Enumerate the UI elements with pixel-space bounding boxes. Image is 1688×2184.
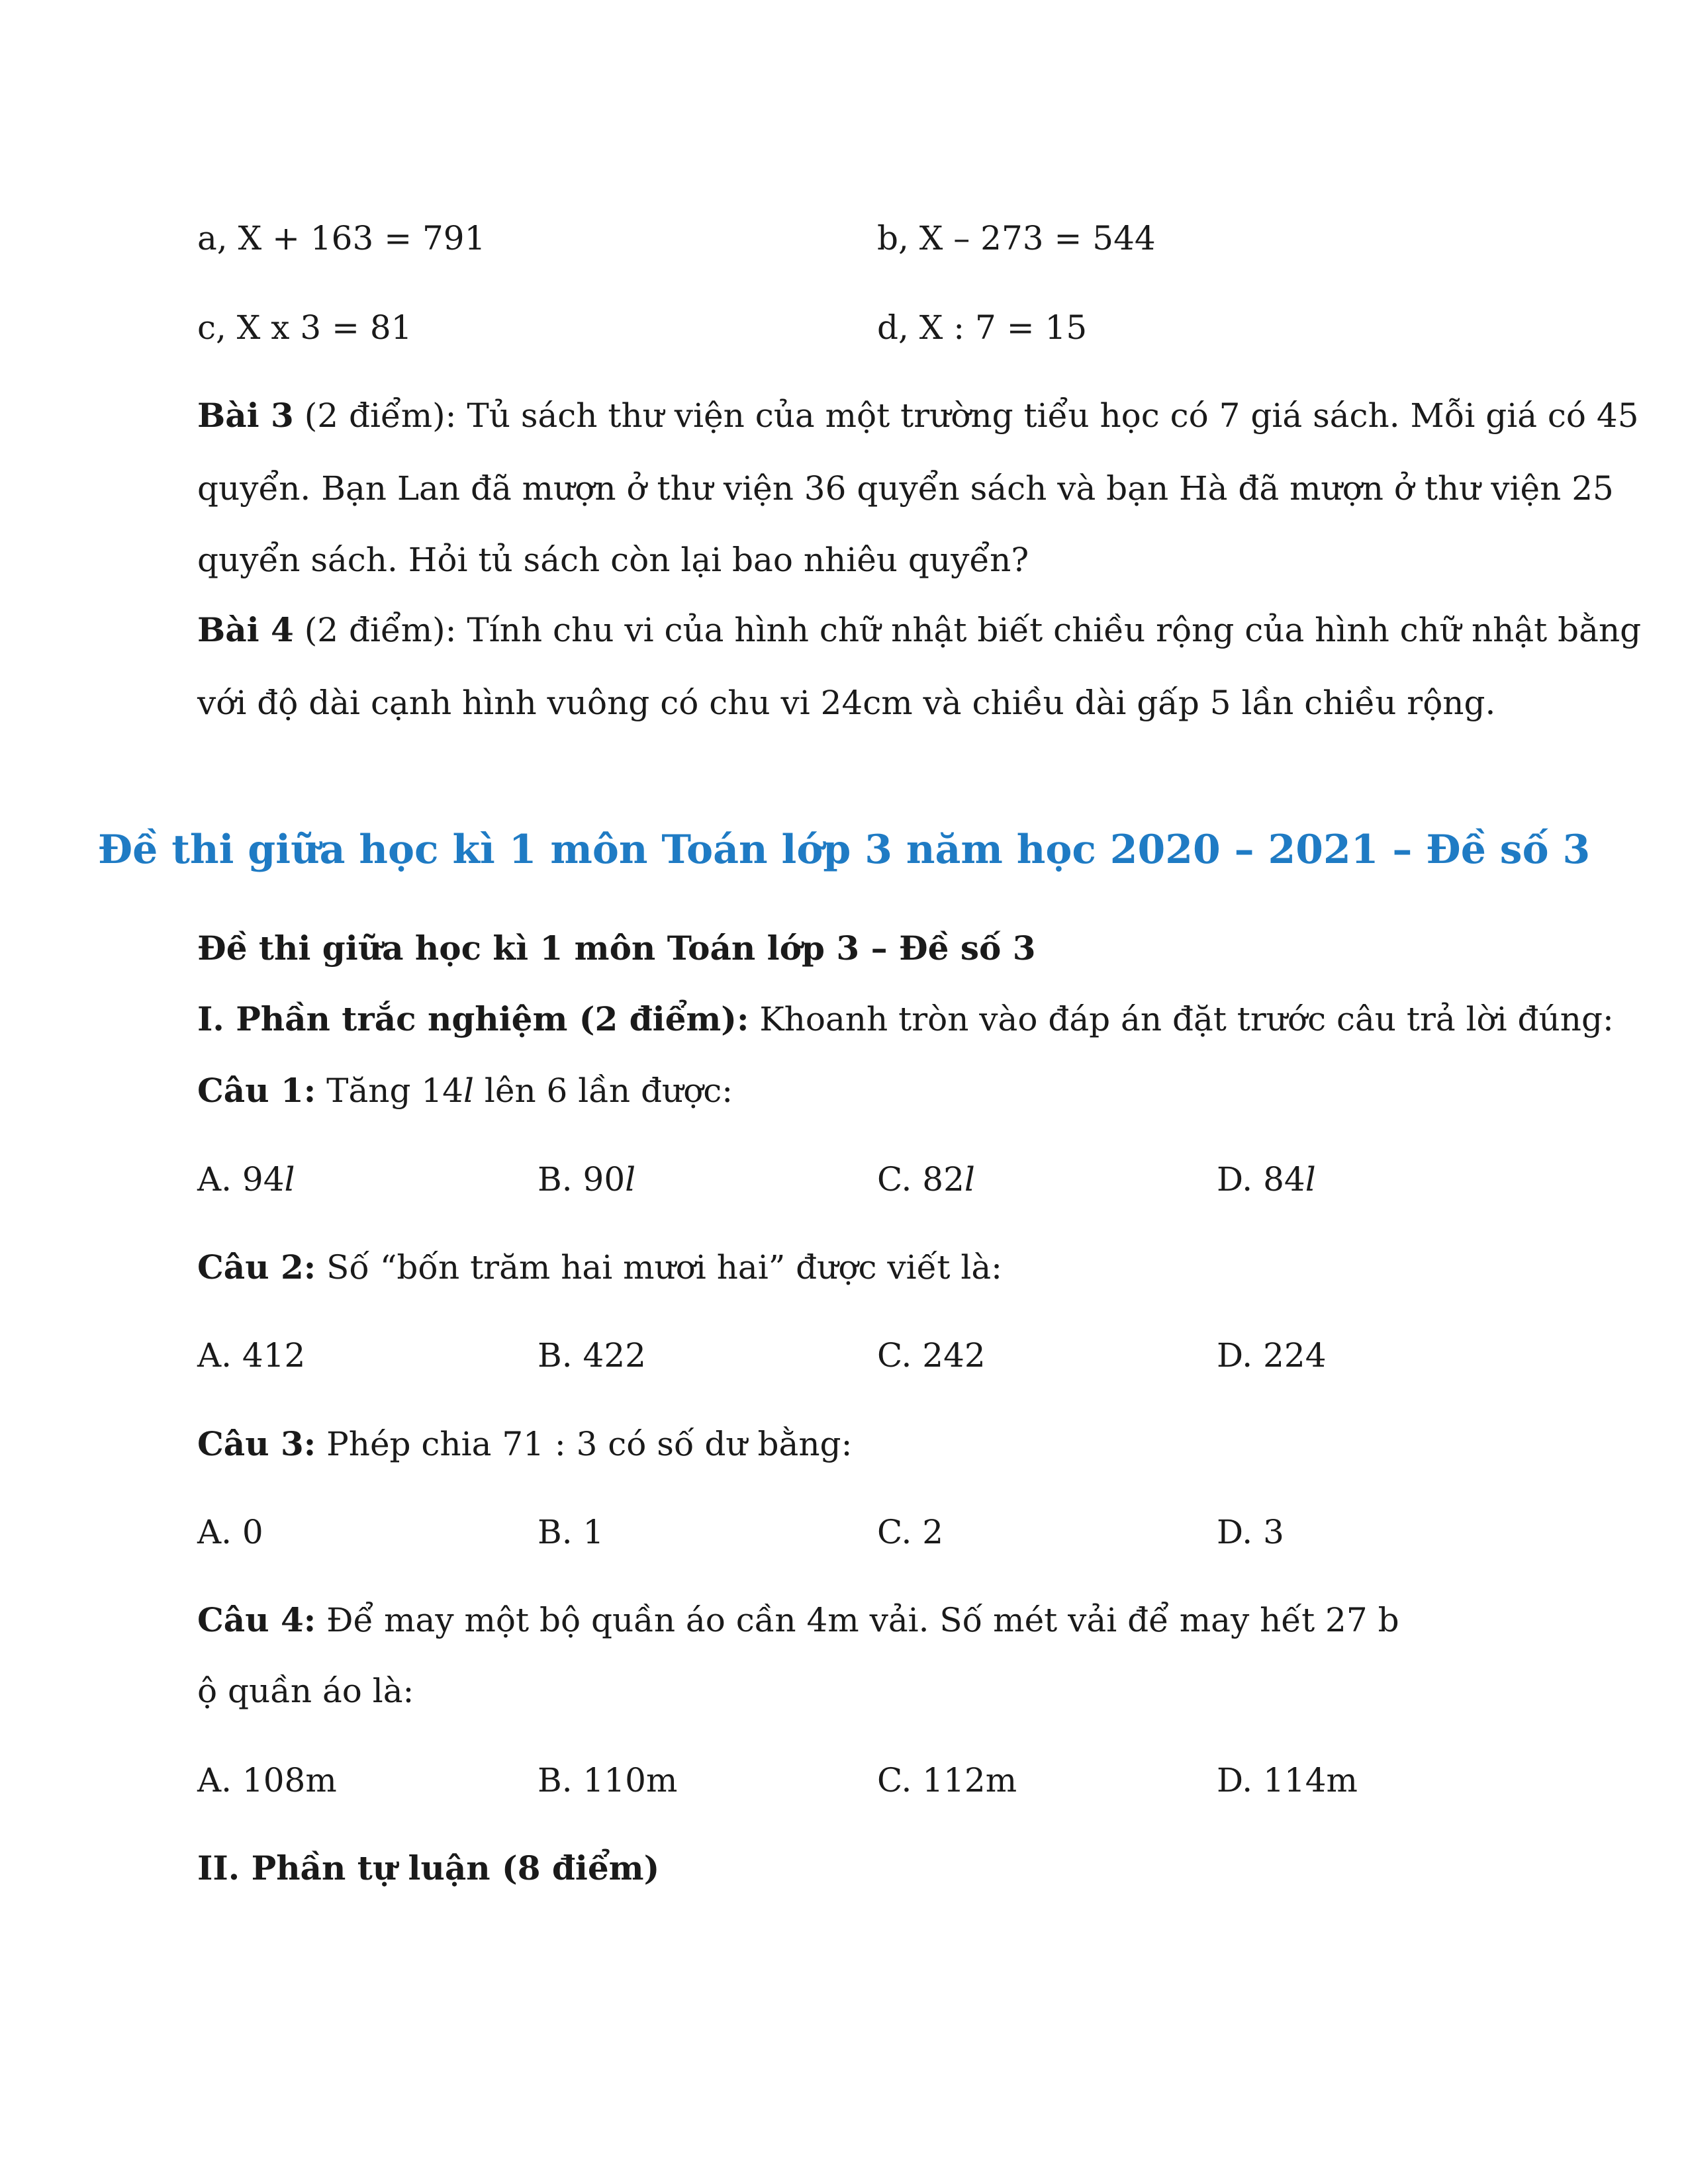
- part1-line: [197, 999, 1614, 1039]
- part2-label: II. Phần tự luận (8 điểm): [197, 1848, 660, 1888]
- question-1-text-a: Tăng 14: [316, 1071, 463, 1110]
- question-4-text: Để may một bộ quần áo cần 4m vải. Số mét vải để may hết 27 b: [316, 1601, 1399, 1639]
- question-4-label: Câu 4:: [197, 1600, 316, 1639]
- bai4-text-1: (2 điểm): Tính chu vi của hình chữ nhật biết chiều rộng của hình chữ nhật bằng: [293, 611, 1642, 649]
- q4-option-b: B. 110m: [538, 1761, 678, 1799]
- question-1-text-b: lên 6 lần được:: [473, 1071, 733, 1110]
- exam-heading: Đề thi giữa học kì 1 môn Toán lớp 3 năm học 2020 – 2021 – Đề số 3: [97, 827, 1591, 873]
- q3-option-a: A. 0: [197, 1513, 263, 1551]
- bai3-label: Bài 3: [197, 396, 294, 435]
- q3-option-c: C. 2: [877, 1513, 944, 1551]
- equation-d: d, X : 7 = 15: [877, 308, 1088, 347]
- question-1-label: Câu 1:: [197, 1071, 316, 1110]
- question-4-text-2: ộ quần áo là:: [197, 1672, 414, 1710]
- exam-subtitle: [197, 929, 1036, 968]
- part2-line: [197, 1848, 659, 1888]
- equation-b: b, X – 273 = 544: [877, 219, 1156, 257]
- q1-option-c: C. 82l: [877, 1160, 975, 1199]
- question-3-label: Câu 3:: [197, 1424, 316, 1463]
- question-1-unit: l: [463, 1071, 474, 1110]
- exam-subtitle-text: Đề thi giữa học kì 1 môn Toán lớp 3 – Đề số 3: [197, 929, 1036, 968]
- question-3-text: Phép chia 71 : 3 có số dư bằng:: [316, 1425, 853, 1463]
- q1-option-b: B. 90l: [538, 1160, 636, 1199]
- q2-option-a: A. 412: [197, 1336, 306, 1375]
- q2-option-d: D. 224: [1217, 1336, 1327, 1375]
- q2-option-b: B. 422: [538, 1336, 646, 1375]
- equation-c: c, X x 3 = 81: [197, 308, 412, 347]
- q2-option-c: C. 242: [877, 1336, 986, 1375]
- bai4-line-2: với độ dài cạnh hình vuông có chu vi 24cm và chiều dài gấp 5 lần chiều rộng.: [197, 684, 1496, 722]
- q1-option-a: A. 94l: [197, 1160, 295, 1199]
- bai3-line-2: quyển. Bạn Lan đã mượn ở thư viện 36 quyển sách và bạn Hà đã mượn ở thư viện 25: [197, 469, 1614, 508]
- question-1: [197, 1071, 733, 1111]
- q4-option-a: A. 108m: [197, 1761, 337, 1799]
- question-2-label: Câu 2:: [197, 1248, 316, 1287]
- question-2: [197, 1248, 1002, 1287]
- question-2-text: Số “bốn trăm hai mươi hai” được viết là:: [316, 1248, 1002, 1287]
- q3-option-d: D. 3: [1217, 1513, 1284, 1551]
- part1-label: I. Phần trắc nghiệm (2 điểm):: [197, 999, 749, 1038]
- q4-option-c: C. 112m: [877, 1761, 1017, 1799]
- bai4-line-1: [197, 610, 1641, 650]
- question-4: [197, 1600, 1399, 1640]
- bai3-line-3: quyển sách. Hỏi tủ sách còn lại bao nhiêu quyển?: [197, 541, 1029, 579]
- question-3: [197, 1424, 852, 1464]
- bai3-text-1: (2 điểm): Tủ sách thư viện của một trường tiểu học có 7 giá sách. Mỗi giá có 45: [293, 396, 1639, 435]
- part1-text: Khoanh tròn vào đáp án đặt trước câu trả lời đúng:: [749, 1000, 1614, 1038]
- bai4-label: Bài 4: [197, 610, 294, 649]
- equation-a: a, X + 163 = 791: [197, 219, 486, 257]
- bai3-line-1: [197, 396, 1639, 435]
- q1-option-d: D. 84l: [1217, 1160, 1316, 1199]
- q3-option-b: B. 1: [538, 1513, 604, 1551]
- q4-option-d: D. 114m: [1217, 1761, 1358, 1799]
